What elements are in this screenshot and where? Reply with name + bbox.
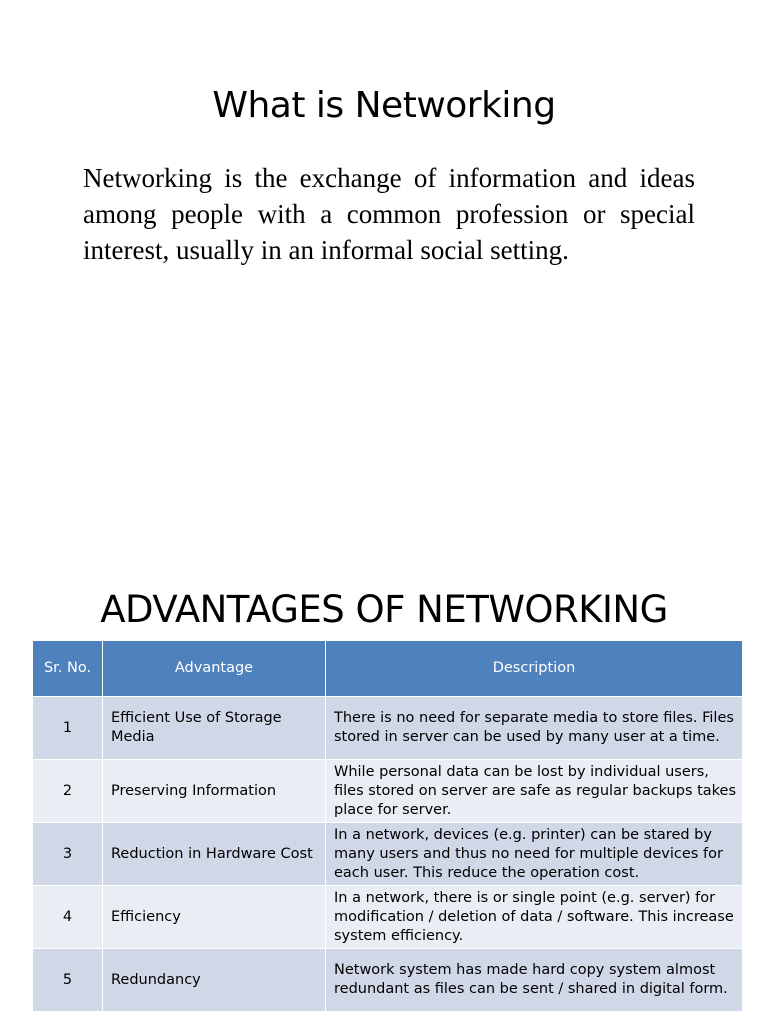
slide-title: What is Networking xyxy=(212,85,556,126)
table-row xyxy=(33,697,743,760)
table-header-row xyxy=(33,641,743,697)
header-advantage: Advantage xyxy=(103,641,326,697)
header-sr-no: Sr. No. xyxy=(33,641,103,697)
slide-title: ADVANTAGES OF NETWORKING xyxy=(100,588,668,631)
cell-description: In a network, devices (e.g. printer) can be stared by many users and thus no need for multiple devices for each user. This reduce the operation cost. xyxy=(326,823,743,886)
table-row xyxy=(33,949,743,1012)
cell-description: Network system has made hard copy system almost redundant as files can be sent / shared in digital form. xyxy=(326,949,743,1012)
cell-advantage: Reduction in Hardware Cost xyxy=(103,823,326,886)
definition-paragraph: Networking is the exchange of information and ideas among people with a common profession or special interest, usually in an informal social setting. xyxy=(83,163,695,265)
cell-description: While personal data can be lost by individual users, files stored on server are safe as regular backups takes place for server. xyxy=(326,760,743,823)
cell-advantage: Efficient Use of Storage Media xyxy=(103,697,326,760)
table-row xyxy=(33,760,743,823)
advantages-table xyxy=(32,640,743,1012)
cell-description: In a network, there is or single point (e.g. server) for modification / deletion of data / software. This increase system efficiency. xyxy=(326,886,743,949)
header-description: Description xyxy=(326,641,743,697)
cell-advantage: Efficiency xyxy=(103,886,326,949)
cell-sr-no: 2 xyxy=(33,760,103,823)
cell-advantage: Redundancy xyxy=(103,949,326,1012)
table-row xyxy=(33,823,743,886)
cell-sr-no: 4 xyxy=(33,886,103,949)
cell-sr-no: 3 xyxy=(33,823,103,886)
cell-sr-no: 1 xyxy=(33,697,103,760)
slide-advantages xyxy=(0,560,768,1024)
cell-advantage: Preserving Information xyxy=(103,760,326,823)
cell-description: There is no need for separate media to store files. Files stored in server can be used by many user at a time. xyxy=(326,697,743,760)
table-row xyxy=(33,886,743,949)
cell-sr-no: 5 xyxy=(33,949,103,1012)
